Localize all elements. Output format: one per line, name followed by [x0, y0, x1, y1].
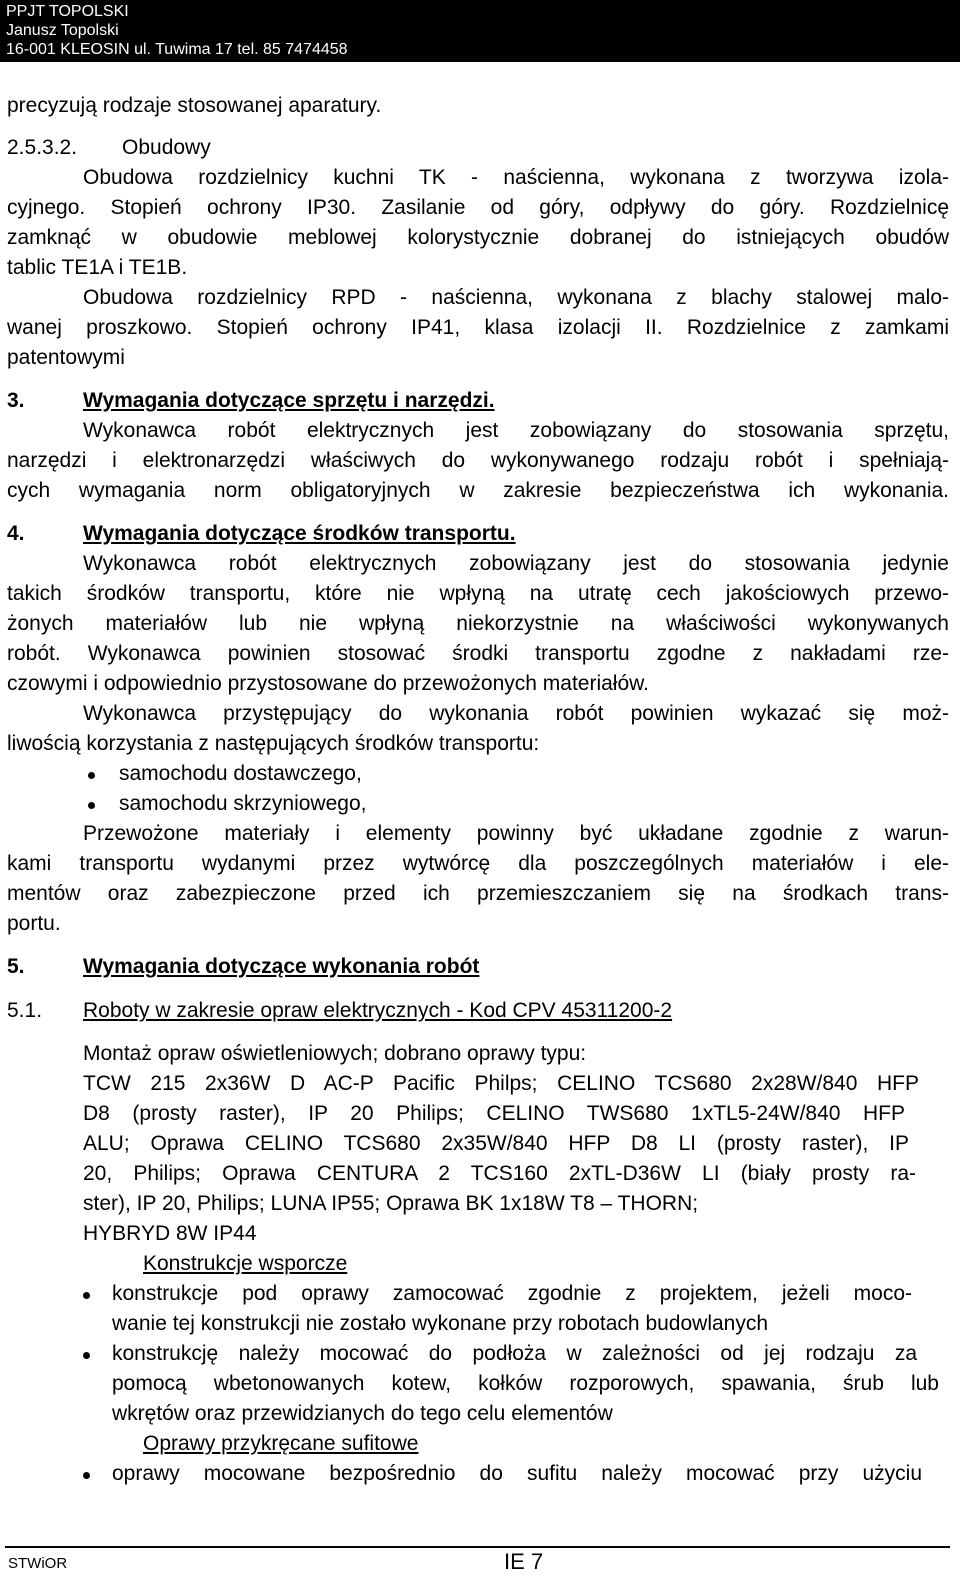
bullet-icon	[83, 1292, 90, 1299]
text-line: tablic TE1A i TE1B.	[7, 256, 188, 279]
text-line: D8 (prosty raster), IP 20 Philips; CELINO TWS680 1xTL5-24W/840 HFP	[83, 1102, 905, 1125]
subsection-title: Roboty w zakresie opraw elektrycznych - Kod CPV 45311200-2	[83, 999, 673, 1022]
text-line: cyjnego. Stopień ochrony IP30. Zasilanie od góry, odpływy do góry. Rozdzielnicę	[7, 196, 949, 219]
text-line: ster), IP 20, Philips; LUNA IP55; Oprawa BK 1x18W T8 – THORN;	[83, 1192, 699, 1215]
text-line: portu.	[7, 912, 61, 935]
list-item: oprawy mocowane bezpośrednio do sufitu należy mocować przy użyciu	[112, 1462, 922, 1485]
subheading: Konstrukcje wsporcze	[143, 1252, 348, 1275]
section-title: Wymagania dotyczące sprzętu i narzędzi.	[83, 389, 495, 412]
header-address: 16-001 KLEOSIN ul. Tuwima 17 tel. 85 7474458	[6, 41, 348, 58]
page-number: IE 7	[504, 1549, 544, 1574]
bullet-icon	[83, 1352, 90, 1359]
text-line: Wykonawca robót elektrycznych zobowiązany jest do stosowania jedynie	[83, 552, 949, 575]
footer-label: STWiOR	[8, 1555, 68, 1572]
text-line: Przewożone materiały i elementy powinny być układane zgodnie z warun-	[83, 822, 949, 845]
text-line: ALU; Oprawa CELINO TCS680 2x35W/840 HFP D8 LI (prosty raster), IP	[83, 1132, 909, 1155]
subsection-number: 5.1.	[7, 999, 43, 1022]
list-item-continuation: wanie tej konstrukcji nie zostało wykonane przy robotach budowlanych	[112, 1312, 769, 1335]
text-line: cych wymagania norm obligatoryjnych w zakresie bezpieczeństwa ich wykonania.	[7, 479, 949, 502]
section-number: 3.	[7, 389, 25, 412]
text-line: wanej proszkowo. Stopień ochrony IP41, klasa izolacji II. Rozdzielnice z zamkami	[7, 316, 949, 339]
list-item-continuation: wkrętów oraz przewidzianych do tego celu elementów	[112, 1402, 613, 1425]
footer-divider	[5, 1546, 950, 1548]
text-line: żonych materiałów lub nie wpłyną niekorzystnie na właściwości wykonywanych	[7, 612, 949, 635]
text-line: TCW 215 2x36W D AC-P Pacific Philps; CELINO TCS680 2x28W/840 HFP	[83, 1072, 919, 1095]
document-header	[0, 0, 960, 62]
text-line: precyzują rodzaje stosowanej aparatury.	[7, 94, 382, 117]
section-title: Wymagania dotyczące środków transportu.	[83, 522, 516, 545]
text-line: Montaż opraw oświetleniowych; dobrano oprawy typu:	[83, 1042, 587, 1065]
bullet-icon	[83, 1472, 90, 1479]
text-line: Wykonawca robót elektrycznych jest zobowiązany do stosowania sprzętu,	[83, 419, 949, 442]
bullet-icon	[88, 802, 95, 809]
list-item-continuation: pomocą wbetonowanych kotew, kołków rozporowych, spawania, śrub lub	[112, 1372, 939, 1395]
text-line: robót. Wykonawca powinien stosować środki transportu zgodne z nakładami rze-	[7, 642, 949, 665]
list-item: samochodu skrzyniowego,	[119, 792, 367, 815]
header-company: PPJT TOPOLSKI	[6, 3, 129, 20]
text-line: czowymi i odpowiednio przystosowane do przewożonych materiałów.	[7, 672, 649, 695]
header-person: Janusz Topolski	[6, 22, 119, 39]
text-line: liwością korzystania z następujących środków transportu:	[7, 732, 540, 755]
subheading: Oprawy przykręcane sufitowe	[143, 1432, 419, 1455]
bullet-icon	[88, 772, 95, 779]
text-line: narzędzi i elektronarzędzi właściwych do wykonywanego rodzaju robót i spełniają-	[7, 449, 949, 472]
text-line: Wykonawca przystępujący do wykonania robót powinien wykazać się moż-	[83, 702, 949, 725]
list-item: konstrukcję należy mocować do podłoża w zależności od jej rodzaju za	[112, 1342, 917, 1365]
text-line: takich środków transportu, które nie wpłyną na utratę cech jakościowych przewo-	[7, 582, 949, 605]
text-line: Obudowa rozdzielnicy kuchni TK - naścienna, wykonana z tworzywa izola-	[83, 166, 949, 189]
subsection-number: 2.5.3.2.	[7, 136, 78, 159]
text-line: patentowymi	[7, 346, 125, 369]
text-line: zamknąć w obudowie meblowej kolorystycznie dobranej do istniejących obudów	[7, 226, 949, 249]
text-line: 20, Philips; Oprawa CENTURA 2 TCS160 2xTL-D36W LI (biały prosty ra-	[83, 1162, 916, 1185]
subsection-title: Obudowy	[122, 136, 211, 159]
section-number: 4.	[7, 522, 25, 545]
list-item: samochodu dostawczego,	[119, 762, 362, 785]
text-line: Obudowa rozdzielnicy RPD - naścienna, wykonana z blachy stalowej malo-	[83, 286, 949, 309]
list-item: konstrukcje pod oprawy zamocować zgodnie z projektem, jeżeli moco-	[112, 1282, 912, 1305]
text-line: kami transportu wydanymi przez wytwórcę dla poszczególnych materiałów i ele-	[7, 852, 949, 875]
section-title: Wymagania dotyczące wykonania robót	[83, 955, 480, 978]
text-line: HYBRYD 8W IP44	[83, 1222, 257, 1245]
section-number: 5.	[7, 955, 25, 978]
text-line: mentów oraz zabezpieczone przed ich przemieszczaniem się na środkach trans-	[7, 882, 949, 905]
